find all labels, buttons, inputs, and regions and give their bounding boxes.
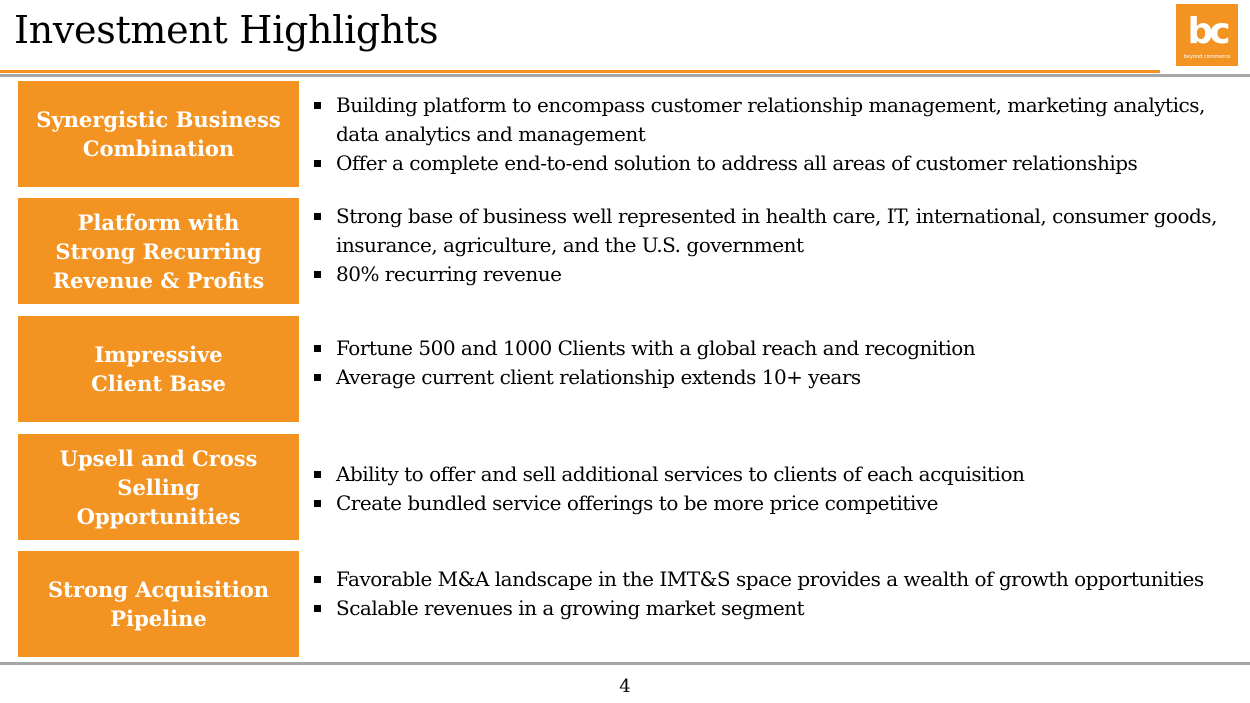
footer-divider — [0, 662, 1250, 665]
bullet-square-icon — [314, 271, 321, 278]
bullet-item — [312, 260, 1250, 289]
bullet-square-icon — [314, 374, 321, 381]
company-logo — [1176, 4, 1238, 66]
bullet-item — [312, 489, 1250, 518]
bullet-item — [312, 460, 1250, 489]
bullet-square-icon — [314, 471, 321, 478]
title-accent-rule — [0, 70, 1160, 73]
bullet-item — [312, 91, 1250, 149]
highlight-row-synergy — [18, 81, 1250, 187]
bullet-text: Favorable M&A landscape in the IMT&S space provides a wealth of growth opportunities — [336, 567, 1204, 591]
highlight-bullets — [312, 434, 1250, 540]
highlight-label: Impressive Client Base — [18, 316, 299, 422]
bullet-text: Strong base of business well represented in health care, IT, international, consumer goods, insurance, agriculture, and the U.S. government — [336, 204, 1217, 257]
bullet-item — [312, 202, 1250, 260]
highlight-row-platform — [18, 198, 1250, 304]
bullet-item — [312, 594, 1250, 623]
highlight-row-upsell — [18, 434, 1250, 540]
bullet-text: Scalable revenues in a growing market segment — [336, 596, 805, 620]
bullet-text: Ability to offer and sell additional services to clients of each acquisition — [336, 462, 1025, 486]
highlight-bullets — [312, 81, 1250, 187]
highlight-label: Upsell and Cross Selling Opportunities — [18, 434, 299, 540]
bullet-square-icon — [314, 345, 321, 352]
page-number: 4 — [619, 676, 631, 697]
bullet-square-icon — [314, 160, 321, 167]
highlight-label: Strong Acquisition Pipeline — [18, 551, 299, 657]
logo-tagline: beyond commerce — [1183, 54, 1231, 60]
bullet-item — [312, 565, 1250, 594]
highlight-bullets — [312, 316, 1250, 422]
bullet-square-icon — [314, 102, 321, 109]
bullet-square-icon — [314, 605, 321, 612]
bullet-square-icon — [314, 576, 321, 583]
highlight-row-clients — [18, 316, 1250, 422]
bullet-item — [312, 149, 1250, 178]
bullet-square-icon — [314, 213, 321, 220]
page-title: Investment Highlights — [14, 8, 439, 52]
bullet-text: Fortune 500 and 1000 Clients with a global reach and recognition — [336, 336, 976, 360]
highlight-label: Platform with Strong Recurring Revenue & Profits — [18, 198, 299, 304]
highlight-row-pipeline — [18, 551, 1250, 657]
bullet-text: Average current client relationship extends 10+ years — [336, 365, 861, 389]
logo-mark: bc — [1187, 11, 1227, 52]
bullet-text: Building platform to encompass customer relationship management, marketing analytics, data analytics and management — [336, 92, 1205, 146]
bullet-text: Create bundled service offerings to be more price competitive — [336, 491, 938, 515]
highlight-bullets — [312, 198, 1250, 304]
highlight-label: Synergistic Business Combination — [18, 81, 299, 187]
highlight-bullets — [312, 551, 1250, 657]
bullet-text: 80% recurring revenue — [336, 262, 562, 286]
title-divider — [0, 74, 1250, 77]
bullet-item — [312, 363, 1250, 392]
bullet-square-icon — [314, 500, 321, 507]
bullet-item — [312, 334, 1250, 363]
bullet-text: Offer a complete end-to-end solution to address all areas of customer relationships — [336, 150, 1138, 175]
